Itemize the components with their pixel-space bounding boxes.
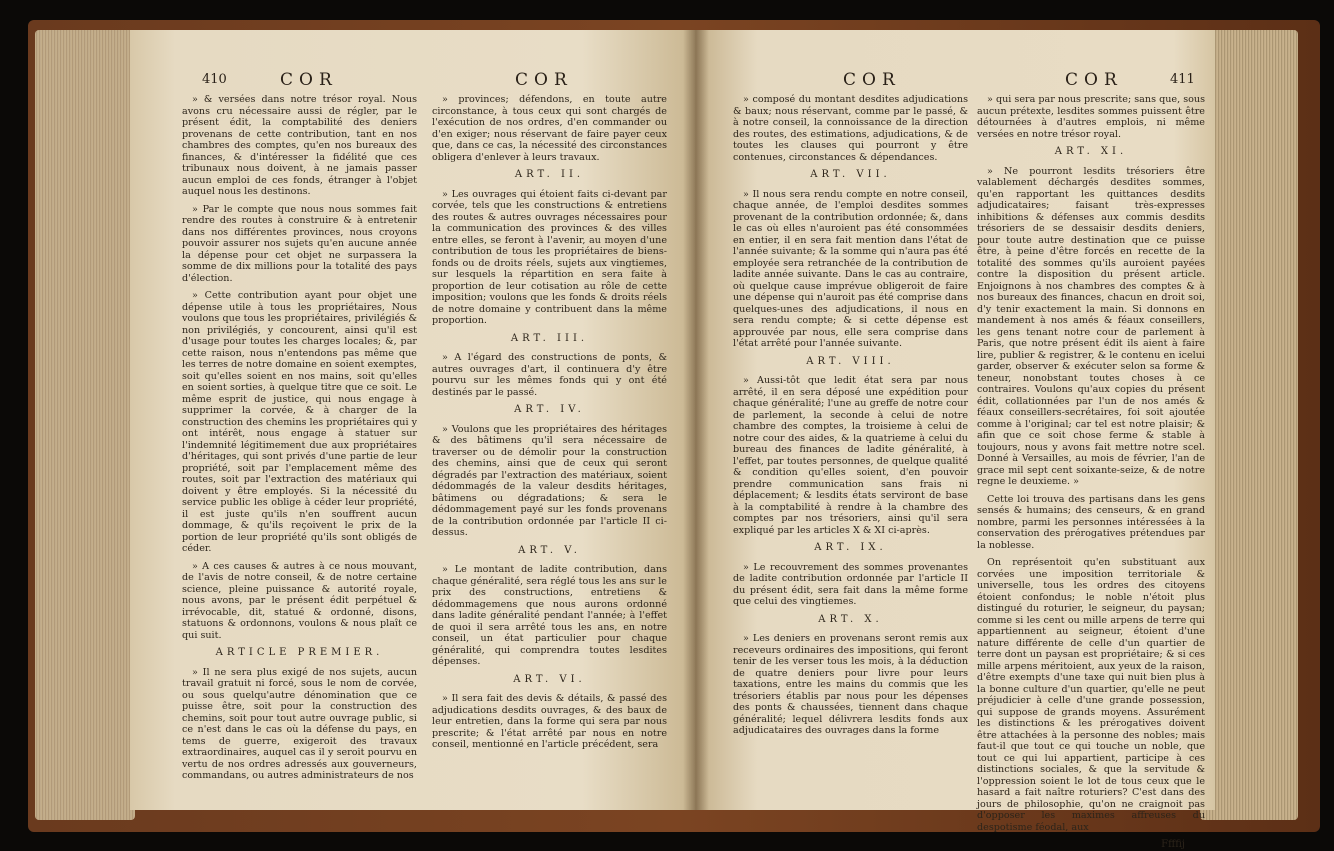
article-heading: ART. IV. <box>514 404 585 415</box>
article-heading: ART. VII. <box>810 169 891 180</box>
page-number-right: 411 <box>1170 72 1195 87</box>
paragraph: » Il sera fait des devis & détails, & passé des adjudications desdits ouvrages, & des baux de leur entretien, dans la forme qui sera par nous prescrite; & l'état arrêté par nous en notre conseil, mentionné en l'article précédent, sera <box>432 693 667 750</box>
paragraph: On représentoit qu'en substituant aux corvées une imposition territoriale & universelle, tous les ordres des citoyens étoient confondus; le noble n'étoit plus distingué du roturier, le seigneur, du paysan; comme si les cent ou mille arpens de terre qui appartiennent au seigneur, étoient d'une nature différente de celle d'un quartier de terre dont un paysan est propriétaire; & si ces mille arpens méritoient, aux yeux de la raison, d'être exempts d'une taxe qui nuit bien plus à la bonne culture d'un quartier, qu'elle ne peut préjudicier à celle d'une grande possession, qui suppose de grands moyens. Assurément les distinctions & les prérogatives doivent être attachées à la personne des nobles; mais faut-il que tout ce qui touche un noble, que tout ce qui lui appartient, participe à ces distinctions sociales, & que la servitude & l'oppression soient le lot de tous ceux que le hasard a fait naître roturiers? C'est dans des jours de philosophie, qu'on ne craignoit pas d'opposer les maximes affreuses du despotisme féodal, aux <box>977 557 1205 833</box>
article-heading: ART. VIII. <box>806 355 895 367</box>
running-head-right-1: COR <box>843 70 901 90</box>
text-column <box>977 94 1205 850</box>
paragraph: » qui sera par nous prescrite; sans que, sous aucun prétexte, lesdites sommes puissent être détournées à d'autres emplois, ni même versées en notre trésor royal. <box>977 94 1205 140</box>
text-column <box>182 94 417 799</box>
paragraph: » composé du montant desdites adjudications & baux; nous réservant, comme par le passé, & à notre conseil, la connoissance de la direction des routes, des estimations, adjudications, & de toutes les clauses qui pourront y être contenues, circonstances & dépendances. <box>733 94 968 163</box>
paragraph: » Le recouvrement des sommes provenantes de ladite contribution ordonnée par l'article II du présent édit, sera fait dans la même forme que celui des vingtiemes. <box>733 561 968 607</box>
running-head-left-2: COR <box>515 70 573 90</box>
article-heading: ART. II. <box>514 169 585 180</box>
paragraph: » Il ne sera plus exigé de nos sujets, aucun travail gratuit ni forcé, sous le nom de corvée, ou sous quelqu'autre dénomination que ce puisse être, soit pour la construction des chemins, soit pour tout autre ouvrage public, si ce n'est dans le cas où la défense du pays, en tems de guerre, exigeroit des travaux extraordinaires, auquel cas il y seroit pourvu en vertu de nos ordres adressés aux gouverneurs, commandans, ou autres administrateurs de nos <box>182 666 417 781</box>
text-column <box>432 94 667 799</box>
signature-mark: Ffffij <box>1161 839 1185 850</box>
paragraph: » Les deniers en provenans seront remis aux receveurs ordinaires des impositions, qui feront tenir de les verser tous les mois, à la déduction de quatre deniers pour livre pour leurs taxations, entre les mains du commis que les trésoriers établis par nous pour les dépenses des ponts & chaussées, tiennent dans chaque généralité; lequel délivrera lesdits fonds aux adjudicataires des ouvrages dans la forme <box>733 633 968 736</box>
paragraph: » Il nous sera rendu compte en notre conseil, chaque année, de l'emploi desdites sommes provenant de la contribution ordonnée; &, dans le cas où elles n'auroient pas été consommées en entier, il en sera fait mention dans l'état de l'année suivante; & la somme qui n'aura pas été employée sera retranchée de la contribution de ladite année suivante. Dans le cas au contraire, où quelque cause imprévue obligeroit de faire une dépense qui n'auroit pas été comprise dans quelques-unes des adjudications, il nous en sera rendu compte; & si cette dépense est approuvée par nous, elle sera comprise dans l'état arrêté pour l'année suivante. <box>733 188 968 349</box>
article-heading: ART. VI. <box>513 673 586 685</box>
article-heading: ART. XI. <box>1054 146 1128 157</box>
running-head-right-2: COR <box>1065 70 1123 90</box>
page-edges-left <box>35 30 135 820</box>
article-heading: ART. IX. <box>814 542 887 553</box>
paragraph: » Aussi-tôt que ledit état sera par nous arrêté, il en sera déposé une expédition pour chaque généralité; l'une au greffe de notre cour de parlement, la seconde à celui de notre chambre des comptes, la troisieme à celui de notre cour des aides, & la quatrieme à celui du bureau des finances de ladite généralité, à l'effet, par toutes personnes, de quelque qualité & condition qu'elles soient, d'en pouvoir prendre communication sans frais ni déplacement; & lesdits états serviront de base à la comptabilité à rendre à la chambre des comptes par nos trésoriers, ainsi qu'il sera expliqué par les articles X & XI ci-après. <box>733 375 968 536</box>
paragraph: » Cette contribution ayant pour objet une dépense utile à tous les propriétaires, Nous voulons que tous les propriétaires, privilégiés & non privilégiés, y concourent, ainsi qu'il est d'usage pour toutes les charges locales; &, par cette raison, nous n'entendons pas même que les terres de notre domaine en soient exemptes, soit qu'elles soient en nos mains, soit qu'elles en soient sorties, à quelque titre que ce soit. Le même esprit de justice, qui nous engage à supprimer la corvée, & à charger de la construction des chemins les propriétaires qui y ont intérêt, nous engage à statuer sur l'indemnité légitimement due aux propriétaires d'héritages, qui sont privés d'une partie de leur propriété, soit par l'emplacement même des routes, soit par l'extraction des matériaux qui doivent y être employés. Si la nécessité du service public les oblige à céder leur propriété, il est juste qu'ils n'en souffrent aucun dommage, & qu'ils reçoivent le prix de la portion de leur propriété qu'ils sont obligés de céder. <box>182 290 417 554</box>
paragraph: » A ces causes & autres à ce nous mouvant, de l'avis de notre conseil, & de notre certaine science, pleine puissance & autorité royale, nous avons, par le présent édit perpétuel & irrévocable, dit, statué & ordonné, disons, statuons & ordonnons, voulons & nous plaît ce qui suit. <box>182 560 417 641</box>
paragraph: » Le montant de ladite contribution, dans chaque généralité, sera réglé tous les ans sur le prix des constructions, entretiens & dédommagemens que nous aurons ordonné dans ladite généralité pendant l'année; à l'effet de quoi il sera arrêté tous les ans, en notre conseil, un état particulier pour chaque généralité, qui comprendra toutes lesdites dépenses. <box>432 564 667 667</box>
running-head-left-1: COR <box>280 70 338 90</box>
paragraph: » Par le compte que nous nous sommes fait rendre des routes à construire & à entretenir dans nos différentes provinces, nous croyons pouvoir assurer nos sujets qu'en aucune année la dépense pour cet objet ne surpassera la somme de dix millions pour la totalité des pays d'élection. <box>182 203 417 284</box>
paragraph: » Voulons que les propriétaires des héritages & des bâtimens qu'il sera nécessaire de traverser ou de démolir pour la construction des chemins, ainsi que de ceux qui seront dégradés par l'extraction des matériaux, soient dédommagés de la valeur desdits héritages, bâtimens ou dégradations; & sera le dédommagement payé sur les fonds provenans de la contribution ordonnée par l'article II ci-dessus. <box>432 423 667 538</box>
text-column <box>733 94 968 799</box>
paragraph: » & versées dans notre trésor royal. Nous avons cru nécessaire aussi de régler, par le présent édit, la comptabilité des deniers provenans de cette contribution, tant en nos chambres des comptes, qu'en nos bureaux des finances, & d'intéresser la fidélité que ces tribunaux nous doivent, à ne jamais passer aucun emploi de ces fonds, étranger à l'objet auquel nous les destinons. <box>182 94 417 197</box>
left-page <box>130 30 695 810</box>
page-number-left: 410 <box>202 72 227 87</box>
paragraph: » provinces; défendons, en toute autre circonstance, à tous ceux qui sont chargés de l'exécution de nos ordres, d'en commander ou d'en exiger; nous réservant de faire payer ceux que, dans ce cas, la nécessité des circonstances obligera d'enlever à leurs travaux. <box>432 94 667 163</box>
book-gutter <box>683 30 709 810</box>
article-heading: ARTICLE PREMIER. <box>215 647 384 658</box>
paragraph: Cette loi trouva des partisans dans les gens sensés & humains; des censeurs, & en grand nombre, parmi les personnes intéressées à la conservation des prérogatives prétendues par la noblesse. <box>977 493 1205 551</box>
right-page <box>695 30 1215 850</box>
paragraph: » A l'égard des constructions de ponts, & autres ouvrages d'art, il continuera d'y être pourvu sur les mêmes fonds qui y ont été destinés par le passé. <box>432 352 667 398</box>
article-heading: ART. V. <box>518 544 581 556</box>
paragraph: » Les ouvrages qui étoient faits ci-devant par corvée, tels que les constructions & entretiens des routes & autres ouvrages nécessaires pour la communication des provinces & des villes entre elles, se feront à l'avenir, au moyen d'une contribution de tous les propriétaires de biens-fonds ou de droits réels, sujets aux vingtiemes, sur lesquels la répartition en sera faite à proportion de leur cotisation au rôle de cette imposition; voulons que les fonds & droits réels de notre domaine y contribuent dans la même proportion. <box>432 188 667 326</box>
article-heading: ART. III. <box>510 332 589 344</box>
paragraph: » Ne pourront lesdits trésoriers être valablement déchargés desdites sommes, qu'en rapportant les quittances desdits adjudicataires; faisant très-expresses inhibitions & défenses aux commis desdits trésoriers de se dessaisir desdits deniers, pour toute autre destination que ce puisse être, à peine d'être forcés en recette de la totalité des sommes qu'ils auroient payées contre la disposition du présent article. Enjoignons à nos chambres des comptes & à nos bureaux des finances, chacun en droit soi, d'y tenir exactement la main. Si donnons en mandement à nos amés & féaux conseillers, les gens tenant notre cour de parlement à Paris, que notre présent édit ils aient à faire lire, publier & registrer, & le contenu en icelui garder, observer & exécuter selon sa forme & teneur, nonobstant toutes choses à ce contraires. Voulons qu'aux copies du présent édit, collationnées par l'un de nos amés & féaux conseillers-secrétaires, foi soit ajoutée comme à l'original; car tel est notre plaisir; & afin que ce soit chose ferme & stable à toujours, nous y avons fait mettre notre scel. Donné à Versailles, au mois de février, l'an de grace mil sept cent soixante-seize, & de notre regne le deuxieme. » <box>977 165 1205 487</box>
article-heading: ART. X. <box>818 613 883 625</box>
